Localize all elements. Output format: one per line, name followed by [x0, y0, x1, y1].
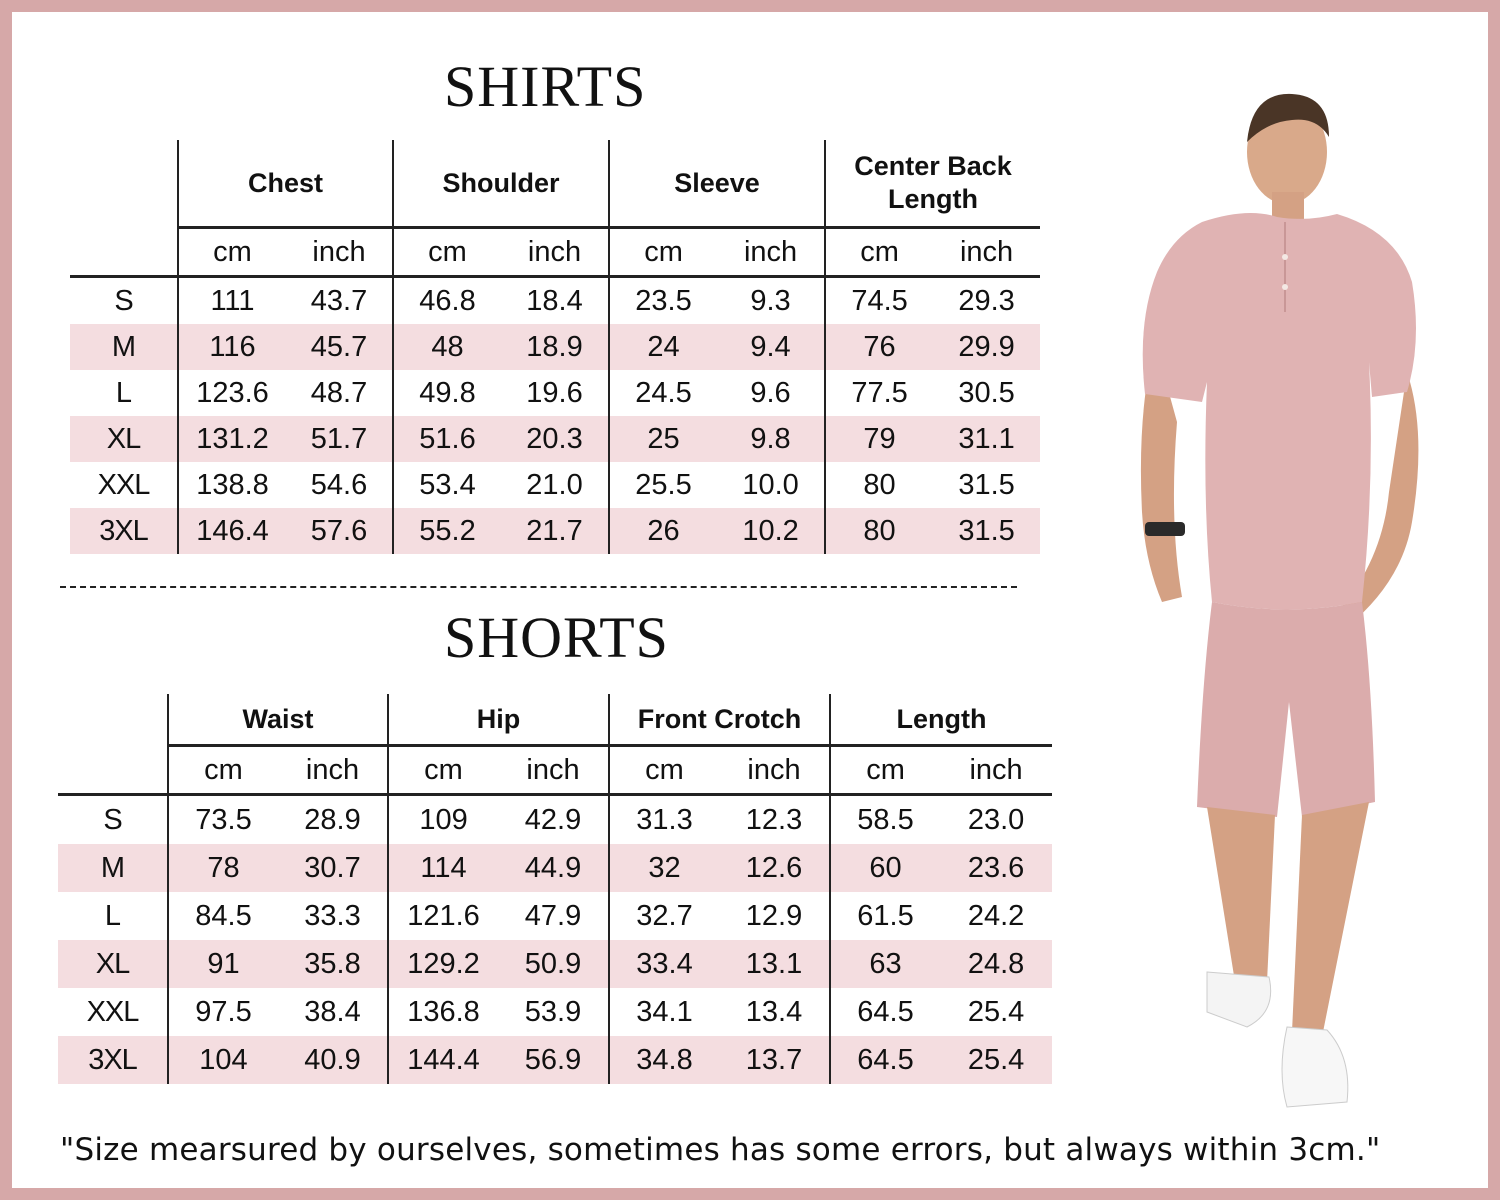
- size-label: 3XL: [70, 508, 178, 554]
- measurement-cell: 64.5: [830, 988, 940, 1036]
- column-group-header: Hip: [388, 694, 609, 746]
- measurement-cell: 10.0: [742, 468, 799, 501]
- measurement-cell: 23.0: [967, 803, 1025, 836]
- measurement-cell: 109: [388, 795, 498, 845]
- measurement-cell: 123.6: [178, 370, 286, 416]
- table-row: [58, 988, 1052, 1036]
- column-group-header: Sleeve: [609, 140, 825, 228]
- measurement-cell: 45.7: [286, 324, 393, 370]
- shorts-title: SHORTS: [444, 605, 669, 670]
- measurement-cell: 24.8: [940, 940, 1052, 988]
- measurement-cell: 104: [168, 1036, 278, 1084]
- measurement-cell: 26: [609, 508, 717, 554]
- measurement-cell: 24: [609, 324, 717, 370]
- measurement-cell: 32.7: [609, 892, 719, 940]
- measurement-cell: 25.4: [940, 1036, 1052, 1084]
- measurement-cell: 91: [168, 940, 278, 988]
- table-row: [58, 844, 1052, 892]
- measurement-cell: 61.5: [830, 892, 940, 940]
- measurement-cell: 9.6: [750, 376, 791, 409]
- model-right-leg: [1292, 802, 1369, 1037]
- model-shirt: [1143, 213, 1416, 610]
- model-photo: [1107, 82, 1447, 1122]
- measurement-cell: 80: [825, 508, 933, 554]
- measurement-cell: 43.7: [310, 284, 368, 317]
- measurement-cell: 21.7: [501, 508, 609, 554]
- measurement-cell: 40.9: [278, 1036, 388, 1084]
- table-row: [58, 795, 1052, 845]
- measurement-cell: 29.9: [933, 324, 1040, 370]
- unit-header: inch: [498, 746, 609, 795]
- measurement-cell: 54.6: [310, 468, 368, 501]
- column-group-header: Center Back Length: [825, 140, 1040, 228]
- measurement-cell: 10.2: [717, 508, 825, 554]
- unit-header: inch: [501, 228, 609, 277]
- measurement-cell: 73.5: [168, 795, 278, 845]
- measurement-cell: 29.3: [958, 284, 1015, 317]
- measurement-cell: 42.9: [524, 803, 582, 836]
- section-divider: [60, 586, 1017, 588]
- unit-header: inch: [933, 228, 1040, 277]
- measurement-cell: 24.2: [967, 899, 1025, 932]
- size-label: L: [104, 899, 121, 932]
- table-row: [70, 324, 1040, 370]
- unit-header: cm: [393, 228, 501, 277]
- measurement-cell: 19.6: [526, 376, 583, 409]
- measurement-cell: 20.3: [501, 416, 609, 462]
- corner-cell: [70, 228, 178, 277]
- measurement-cell: 64.5: [830, 1036, 940, 1084]
- measurement-cell: 18.9: [501, 324, 609, 370]
- measurement-cell: 79: [825, 416, 933, 462]
- measurement-cell: 12.9: [745, 899, 803, 932]
- measurement-cell: 31.5: [933, 508, 1040, 554]
- measurement-cell: 53.4: [393, 462, 501, 508]
- size-label: S: [114, 284, 133, 317]
- size-label: XXL: [86, 995, 139, 1028]
- measurement-cell: 57.6: [286, 508, 393, 554]
- column-group-header: Length: [830, 694, 1052, 746]
- unit-header: inch: [286, 228, 393, 277]
- column-group-header: Waist: [168, 694, 388, 746]
- measurement-cell: 38.4: [304, 995, 361, 1028]
- measurement-cell: 21.0: [526, 468, 583, 501]
- measurement-cell: 60: [830, 844, 940, 892]
- column-group-header: Front Crotch: [609, 694, 830, 746]
- measurement-cell: 9.8: [717, 416, 825, 462]
- corner-cell: [58, 746, 168, 795]
- measurement-cell: 78: [168, 844, 278, 892]
- measurement-cell: 30.5: [958, 376, 1015, 409]
- measurement-cell: 30.7: [278, 844, 388, 892]
- table-row: [58, 892, 1052, 940]
- size-label: M: [70, 324, 178, 370]
- size-label: M: [58, 844, 168, 892]
- measurement-cell: 31.1: [933, 416, 1040, 462]
- measurement-cell: 31.3: [609, 795, 719, 845]
- measurement-cell: 13.4: [745, 995, 803, 1028]
- unit-header: cm: [609, 746, 719, 795]
- measurement-cell: 46.8: [393, 277, 501, 325]
- size-label: L: [115, 376, 132, 409]
- measurement-cell: 80: [825, 462, 933, 508]
- measurement-cell: 129.2: [388, 940, 498, 988]
- size-label: XL: [58, 940, 168, 988]
- measurement-cell: 51.6: [393, 416, 501, 462]
- measurement-cell: 48: [393, 324, 501, 370]
- measurement-cell: 84.5: [168, 892, 278, 940]
- measurement-cell: 44.9: [498, 844, 609, 892]
- measurement-cell: 25: [609, 416, 717, 462]
- table-row: [58, 1036, 1052, 1084]
- shirts-size-table: [70, 140, 1040, 554]
- measurement-cell: 146.4: [178, 508, 286, 554]
- unit-header: cm: [178, 228, 286, 277]
- measurement-cell: 28.9: [304, 803, 361, 836]
- table-row: [70, 416, 1040, 462]
- measurement-cell: 74.5: [825, 277, 933, 325]
- measurement-cell: 34.8: [609, 1036, 719, 1084]
- measurement-cell: 56.9: [498, 1036, 609, 1084]
- table-row: [70, 508, 1040, 554]
- table-row: [70, 370, 1040, 416]
- model-wristband: [1145, 522, 1185, 536]
- unit-header: inch: [719, 746, 830, 795]
- measurement-cell: 116: [178, 324, 286, 370]
- measurement-cell: 55.2: [393, 508, 501, 554]
- measurement-cell: 51.7: [286, 416, 393, 462]
- shorts-size-table: [58, 694, 1052, 1084]
- measurement-cell: 9.4: [717, 324, 825, 370]
- measurement-cell: 111: [178, 277, 286, 325]
- measurement-cell: 53.9: [524, 995, 582, 1028]
- measurement-cell: 47.9: [524, 899, 582, 932]
- measurement-cell: 50.9: [498, 940, 609, 988]
- corner-cell: [58, 694, 168, 746]
- unit-header: inch: [717, 228, 825, 277]
- measurement-cell: 33.3: [304, 899, 361, 932]
- model-left-leg: [1207, 807, 1275, 982]
- unit-header: inch: [940, 746, 1052, 795]
- model-right-shoe: [1282, 1027, 1348, 1107]
- measurement-cell: 23.6: [940, 844, 1052, 892]
- measurement-cell: 77.5: [825, 370, 933, 416]
- unit-header: cm: [168, 746, 278, 795]
- column-group-header: Chest: [178, 140, 393, 228]
- measurement-cell: 12.3: [745, 803, 803, 836]
- measurement-cell: 23.5: [609, 277, 717, 325]
- measurement-cell: 49.8: [393, 370, 501, 416]
- measurement-cell: 35.8: [278, 940, 388, 988]
- measurement-cell: 76: [825, 324, 933, 370]
- size-label: S: [103, 803, 122, 836]
- measurement-cell: 33.4: [609, 940, 719, 988]
- measurement-cell: 34.1: [609, 988, 719, 1036]
- measurement-cell: 131.2: [178, 416, 286, 462]
- measurement-cell: 12.6: [719, 844, 830, 892]
- model-shorts: [1197, 602, 1375, 817]
- measurement-cell: 24.5: [609, 370, 717, 416]
- measurement-cell: 114: [388, 844, 498, 892]
- unit-header: inch: [278, 746, 388, 795]
- measurement-cell: 138.8: [178, 462, 286, 508]
- unit-header: cm: [830, 746, 940, 795]
- measurement-cell: 32: [609, 844, 719, 892]
- unit-header: cm: [609, 228, 717, 277]
- measurement-cell: 48.7: [310, 376, 368, 409]
- measurement-cell: 121.6: [388, 892, 498, 940]
- measurement-cell: 63: [830, 940, 940, 988]
- measurement-cell: 31.5: [958, 468, 1015, 501]
- measurement-cell: 58.5: [830, 795, 940, 845]
- unit-header: cm: [825, 228, 933, 277]
- unit-header: cm: [388, 746, 498, 795]
- measurement-cell: 97.5: [168, 988, 278, 1036]
- measurement-cell: 13.1: [719, 940, 830, 988]
- table-row: [58, 940, 1052, 988]
- corner-cell: [70, 140, 178, 228]
- measurement-cell: 18.4: [526, 284, 583, 317]
- measurement-cell: 9.3: [750, 284, 791, 317]
- table-row: [70, 462, 1040, 508]
- column-group-header: Shoulder: [393, 140, 609, 228]
- size-label: XXL: [97, 468, 150, 501]
- table-row: [70, 277, 1040, 325]
- measurement-cell: 144.4: [388, 1036, 498, 1084]
- measurement-cell: 13.7: [719, 1036, 830, 1084]
- size-label: XL: [70, 416, 178, 462]
- measurement-cell: 25.4: [967, 995, 1025, 1028]
- shirts-title: SHIRTS: [444, 54, 647, 119]
- measurement-cell: 25.5: [609, 462, 717, 508]
- size-label: 3XL: [58, 1036, 168, 1084]
- measurement-cell: 136.8: [388, 988, 498, 1036]
- measurement-note: "Size mearsured by ourselves, sometimes has some errors, but always within 3cm.": [60, 1132, 1381, 1168]
- model-left-shoe: [1207, 972, 1271, 1027]
